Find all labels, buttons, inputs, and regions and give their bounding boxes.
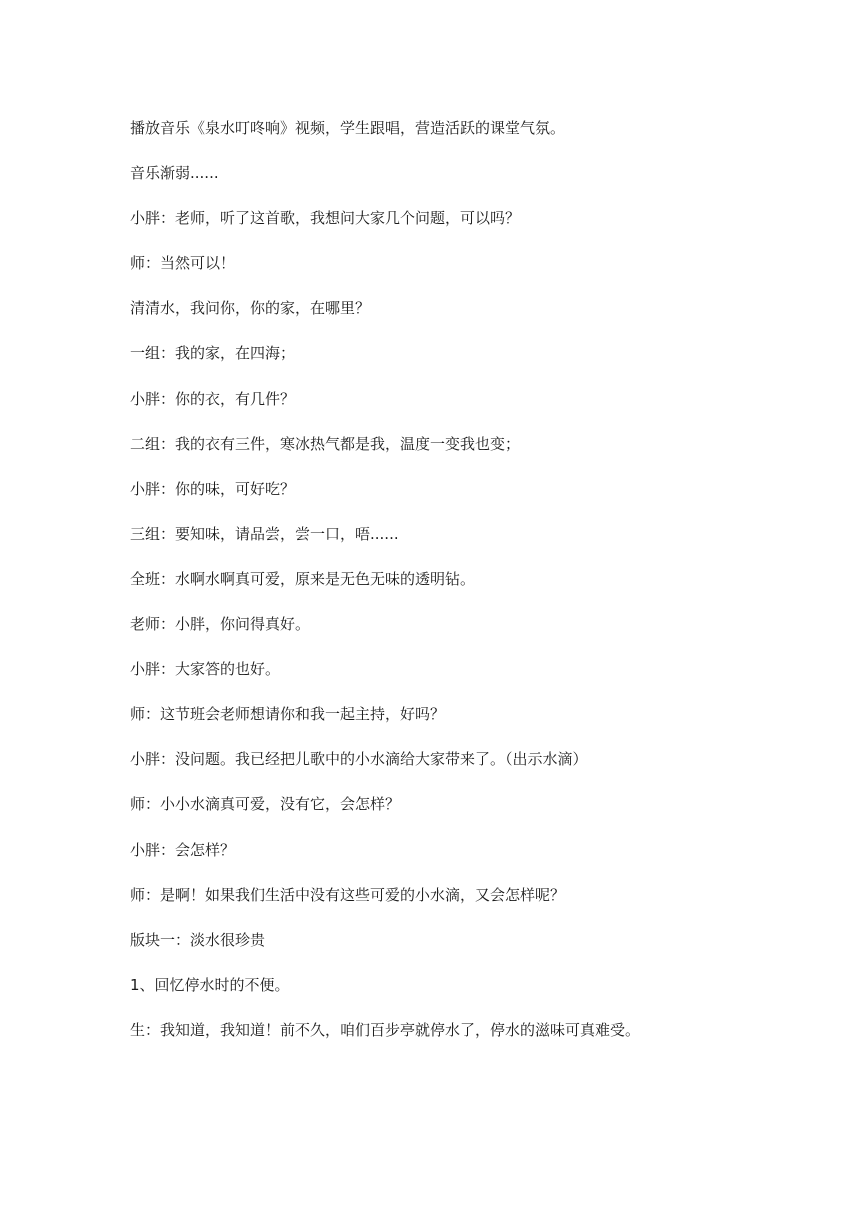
paragraph-dialogue: 师：这节班会老师想请你和我一起主持，好吗？: [130, 705, 446, 724]
paragraph-music-fade: 音乐渐弱......: [130, 164, 219, 183]
paragraph-dialogue: 小胖：没问题。我已经把儿歌中的小水滴给大家带来了。（出示水滴）: [130, 750, 588, 769]
paragraph-dialogue: 小胖：老师，听了这首歌，我想问大家几个问题，可以吗？: [130, 209, 521, 228]
section-heading: 版块一：淡水很珍贵: [130, 930, 266, 949]
paragraph-dialogue: 小胖：大家答的也好。: [130, 660, 281, 679]
paragraph-dialogue: 小胖：你的味，可好吃？: [130, 479, 296, 498]
paragraph-dialogue: 二组：我的衣有三件，寒冰热气都是我，温度一变我也变；: [130, 434, 521, 453]
paragraph-dialogue: 老师：小胖，你问得真好。: [130, 615, 311, 634]
paragraph-dialogue: 全班：水啊水啊真可爱，原来是无色无味的透明钻。: [130, 569, 476, 588]
paragraph-dialogue: 师：当然可以！: [130, 254, 236, 273]
document-body: [130, 116, 770, 1063]
paragraph-dialogue: 小胖：你的衣，有几件？: [130, 389, 296, 408]
paragraph-intro-music: 播放音乐《泉水叮咚响》视频，学生跟唱，营造活跃的课堂气氛。: [130, 119, 566, 137]
paragraph-dialogue: 师：小小水滴真可爱，没有它，会怎样？: [130, 795, 401, 814]
paragraph-dialogue: 师：是啊！如果我们生活中没有这些可爱的小水滴，又会怎样呢？: [130, 885, 566, 904]
paragraph-dialogue: 一组：我的家，在四海；: [130, 344, 296, 363]
paragraph-dialogue: 生：我知道，我知道！前不久，咱们百步亭就停水了，停水的滋味可真难受。: [130, 1020, 641, 1039]
paragraph-dialogue: 三组：要知味，请品尝，尝一口，唔......: [130, 524, 399, 543]
paragraph-dialogue: 清清水，我问你，你的家，在哪里？: [130, 299, 371, 318]
paragraph-dialogue: 小胖：会怎样？: [130, 840, 236, 859]
numbered-item: 1、回忆停水时的不便。: [130, 975, 290, 994]
